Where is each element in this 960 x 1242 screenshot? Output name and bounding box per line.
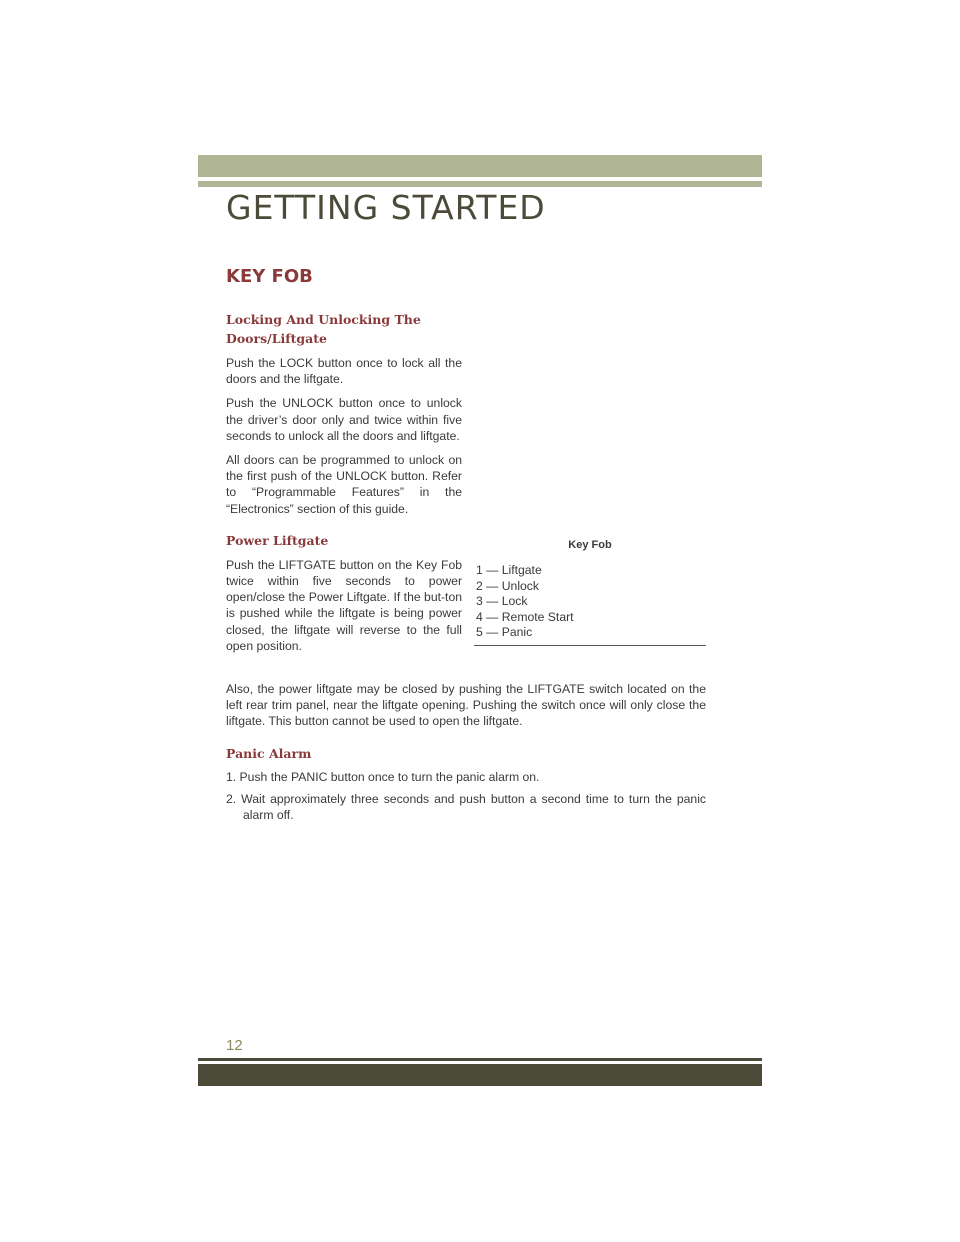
- power-liftgate-subhead: Power Liftgate: [226, 532, 329, 548]
- panic-step-2: 2. Wait approximately three seconds and push button a second time to turn the panic alarm off.: [226, 791, 706, 823]
- legend-item-liftgate: 1 — Liftgate: [476, 563, 542, 577]
- left-column: [226, 310, 462, 662]
- locking-paragraph-1: Push the LOCK button once to lock all the doors and the liftgate.: [226, 356, 462, 387]
- legend-rule: [474, 645, 706, 646]
- header-band: [198, 155, 762, 177]
- legend-item-panic: 5 — Panic: [476, 625, 533, 639]
- page-heading: KEY FOB: [226, 266, 313, 287]
- figure-caption: Key Fob: [568, 539, 612, 551]
- panic-step-1: 1. Push the PANIC button once to turn the panic alarm on.: [226, 769, 540, 784]
- locking-subhead: Locking And Unlocking The Doors/Liftgate: [226, 312, 421, 346]
- legend-item-remote-start: 4 — Remote Start: [476, 609, 574, 624]
- footer-rule: [198, 1058, 762, 1061]
- header-rule: [198, 181, 762, 187]
- page-number: 12: [226, 1037, 243, 1054]
- footer-band: [198, 1064, 762, 1086]
- power-liftgate-paragraph-full: Also, the power liftgate may be closed by pushing the LIFTGATE switch located on the left rear trim panel, near the liftgate opening. Pushing the switch once will only close the liftgate. This button cannot be used to open the liftgate.: [226, 682, 706, 729]
- legend-item-unlock: 2 — Unlock: [476, 578, 539, 593]
- legend-item-lock: 3 — Lock: [476, 594, 528, 608]
- section-title: GETTING STARTED: [226, 188, 546, 227]
- figure-legend: [476, 563, 706, 641]
- locking-paragraph-2: Push the UNLOCK button once to unlock the driver’s door only and twice within five seconds to unlock all the doors and liftgate.: [226, 396, 462, 443]
- panic-alarm-subhead: Panic Alarm: [226, 745, 312, 761]
- locking-paragraph-3: All doors can be programmed to unlock on the first push of the UNLOCK button. Refer to “Programmable Features” in the “Electronics” section of this guide.: [226, 453, 462, 516]
- full-width-section: [226, 681, 706, 829]
- panic-alarm-steps: [226, 769, 706, 824]
- key-fob-figure: [474, 300, 706, 530]
- power-liftgate-paragraph: Push the LIFTGATE button on the Key Fob twice within five seconds to power open/close the Power Liftgate. If the but-ton is pushed while the liftgate is being power closed, the liftgate will reverse to the full open position.: [226, 557, 462, 653]
